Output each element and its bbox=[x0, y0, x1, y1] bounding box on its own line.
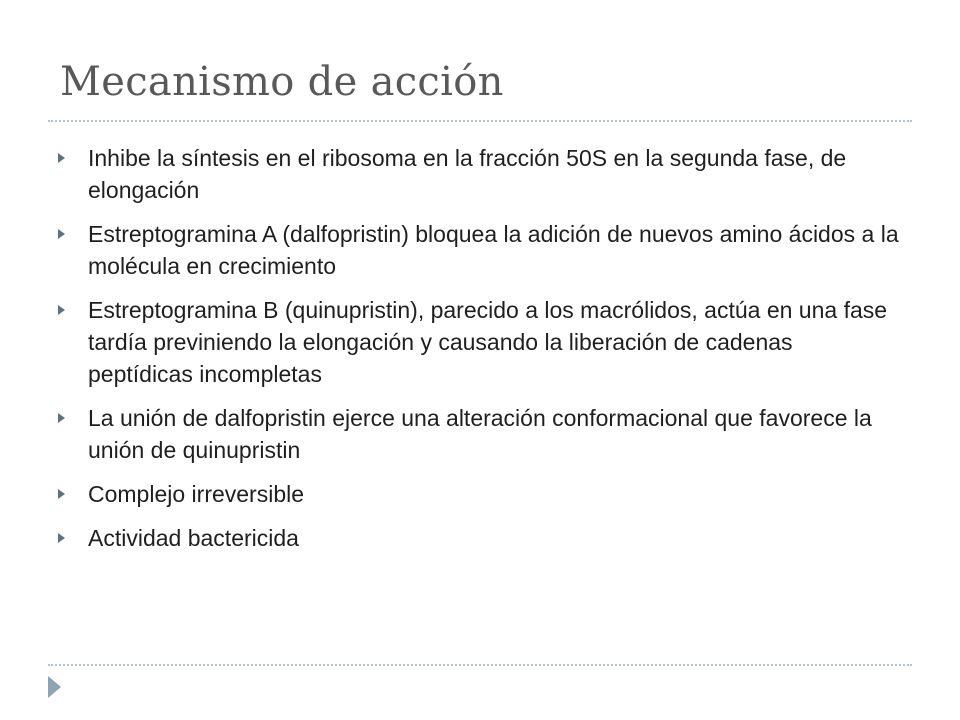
triangle-right-icon bbox=[58, 229, 65, 239]
footer-divider bbox=[48, 664, 912, 666]
bullet-text: Complejo irreversible bbox=[88, 481, 305, 507]
bullet-list bbox=[58, 142, 900, 566]
triangle-right-icon bbox=[58, 305, 65, 315]
triangle-right-icon bbox=[58, 533, 65, 543]
triangle-right-icon bbox=[58, 413, 65, 423]
bullet-item bbox=[58, 218, 900, 282]
bullet-item bbox=[58, 402, 900, 466]
bullet-text: Estreptogramina A (dalfopristin) bloquea la adición de nuevos amino ácidos a la molécula en crecimiento bbox=[88, 221, 899, 279]
triangle-right-icon bbox=[58, 153, 65, 163]
bullet-item bbox=[58, 294, 900, 390]
title-divider bbox=[48, 120, 912, 122]
bullet-item bbox=[58, 142, 900, 206]
bullet-text: La unión de dalfopristin ejerce una alteración conformacional que favorece la unión de quinupristin bbox=[88, 405, 872, 463]
bullet-text: Inhibe la síntesis en el ribosoma en la fracción 50S en la segunda fase, de elongación bbox=[88, 145, 847, 203]
bullet-text: Actividad bactericida bbox=[88, 525, 299, 551]
bullet-item bbox=[58, 478, 900, 510]
bullet-item bbox=[58, 522, 900, 554]
slide-title: Mecanismo de acción bbox=[60, 59, 504, 105]
triangle-right-icon[interactable] bbox=[48, 676, 61, 698]
triangle-right-icon bbox=[58, 489, 65, 499]
bullet-text: Estreptogramina B (quinupristin), parecido a los macrólidos, actúa en una fase tardía previniendo la elongación y causando la liberación de cadenas peptídicas incompletas bbox=[88, 297, 888, 387]
